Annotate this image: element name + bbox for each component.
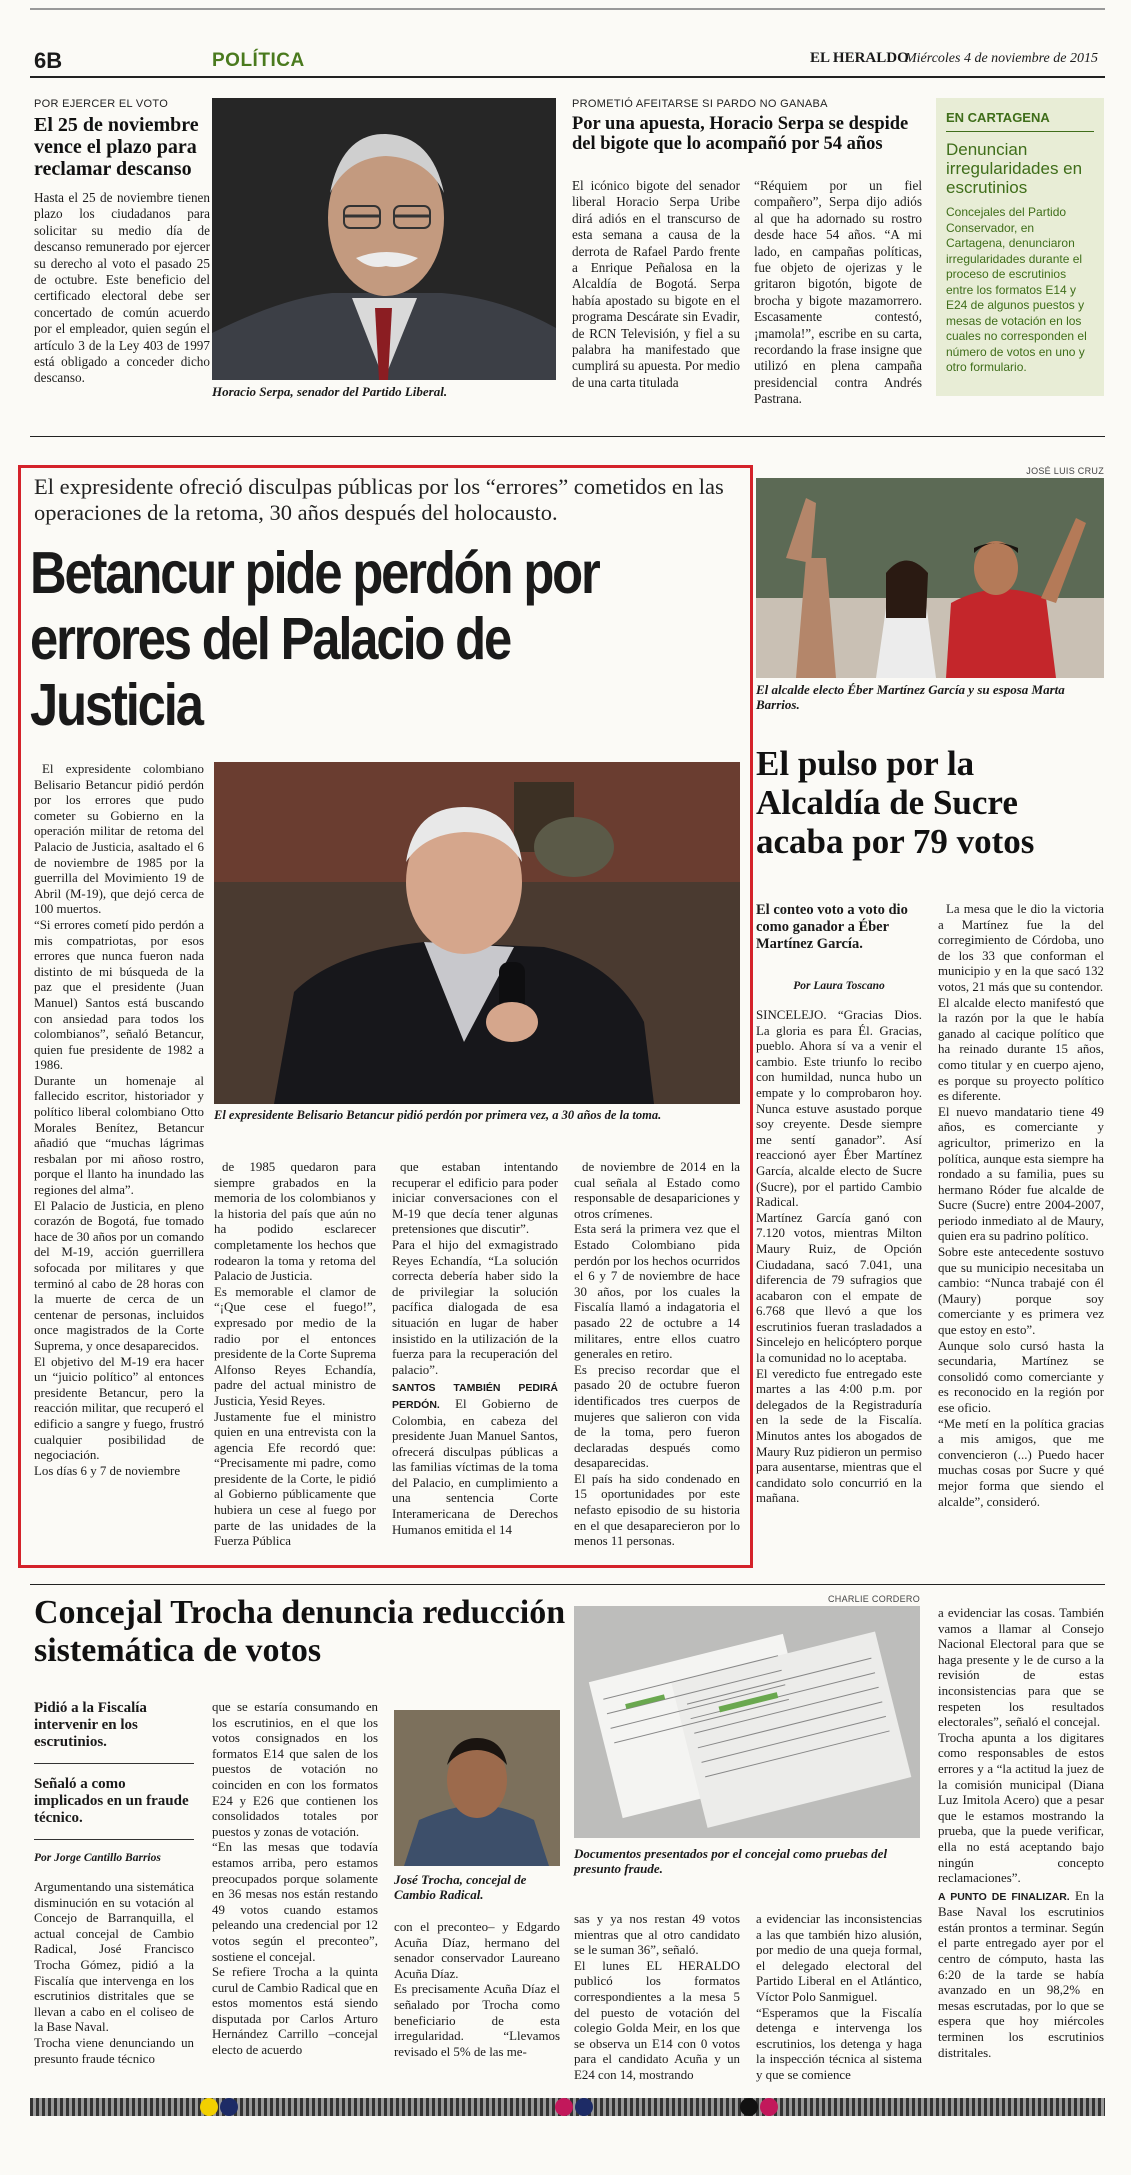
serpa-headline: Por una apuesta, Horacio Serpa se despide del bigote que lo acompañó por 54 años <box>572 114 909 154</box>
trocha-byline: Por Jorge Cantillo Barrios <box>34 1852 161 1864</box>
issue-date: Miércoles 4 de noviembre de 2015 <box>905 51 1098 66</box>
trocha-col-1: Argumentando una sistemática disminución en su votación al Concejo de Barranquilla, el actual concejal de Cambio Radical, José Francisco Trocha Gómez, pidió a la Fiscalía que intervenga en los escrutinios distritales que se llevan a cabo en el coliseo de la Base Naval. Trocha viene denunciando un presunto fraude técnico <box>34 1880 194 2066</box>
lead-subhead: SANTOS TAMBIÉN PEDIRÁ PERDÓN. <box>392 1382 558 1411</box>
trocha-col-4: sas y ya nos restan 49 votos mientras que al otro candidato se le suman 36”, señaló. El lunes EL HERALDO publicó los formatos correspondientes a la mesa 5 del puesto de votación del colegio Golda Meir, en los que se observa un E14 con 0 votos para el candidato Acuña y un E24 con 14, mostrando <box>574 1912 740 2082</box>
color-dot-yellow <box>200 2098 218 2116</box>
trocha-col-3: con el preconteo– y Edgardo Acuña Díaz, hermano del senador conservador Laureano Acuña Díaz. Es precisamente Acuña Díaz el señalado por Trocha como beneficiario de esta irregularidad. “Llevamos revisado el 5% de las me- <box>394 1920 560 2059</box>
lead-col-4: de noviembre de 2014 en la cual señala al Estado como responsable de desapariciones y otros crímenes. Esta será la primera vez que el Estado Colombiano pida perdón por los hechos ocurridos el 6 y 7 de noviembre de hace 30 años, por los cuales la Fiscalía llamó a indagatoria el pasado 22 de octubre a 14 militares, entre ellos cuatro generales en retiro. Es preciso recordar que el pasado 20 de octubre fueron identificados tres cuerpos de mujeres que salieron con vida de la toma, pero fueron declaradas después como desaparecidas. El país ha sido condenado en 15 oportunidades por este nefasto episodio de su historia en el que desaparecieron por lo menos 11 personas. <box>574 1160 740 1549</box>
serpa-story <box>572 98 922 154</box>
sucre-headline: El pulso por la Alcaldía de Sucre acaba por 79 votos <box>756 744 1035 861</box>
top-strip <box>30 8 1105 10</box>
cartagena-sidebar <box>936 98 1104 396</box>
betancur-photo <box>214 762 740 1104</box>
sidebar-body: Concejales del Partido Conservador, en Cartagena, denunciaron irregularidades durante el proceso de escrutinios entre los formatos E14 y E24 de algunos puestos y mesas de votación en los cuales no corresponden el número de votos en uno y otro formulario. <box>946 205 1087 374</box>
betancur-caption: El expresidente Belisario Betancur pidió perdón por primera vez, a 30 años de la toma. <box>214 1108 662 1122</box>
page-number: 6B <box>34 48 63 73</box>
serpa-photo <box>212 98 556 380</box>
sucre-col-1: SINCELEJO. “Gracias Dios. La gloria es para Él. Gracias, pueblo. Ahora sí va a venir el cambio. Este triunfo lo recibo con humildad, nunca hubo un empate y lo comprobaron hoy. Nunca estuve asustado porque soy creyente. Desde siempre me sentí ganador”. Así reaccionó ayer Éber Martínez García, alcalde electo de Sucre (Sucre), por el partido Cambio Radical. Martínez García ganó con 7.120 votos, mientras Milton Maury Ruiz, de Opción Ciudadana, sacó 7.041, una diferencia de 79 sufragios que acabaron con el empate de 6.768 que llevó a que los escrutinios fueran trasladados a Sincelejo en helicóptero porque la comunidad no lo aceptaba. El veredicto fue entregado este martes a las 4:00 p.m. por delegados de la Registraduría en la sede de la Fiscalía. Minutos antes los abogados de Maury Ruz pidieron un permiso para ausentarse, mientras que el candidato solo concurrió en la mañana. <box>756 1008 922 1506</box>
documents-caption: Documentos presentados por el concejal como pruebas del presunto fraude. <box>574 1846 888 1876</box>
sucre-photo <box>756 478 1104 678</box>
trocha-photo <box>394 1710 560 1866</box>
sucre-subhead: El conteo voto a voto dio como ganador a Éber Martínez García. <box>756 902 908 952</box>
paper-name: EL HERALDO <box>810 50 909 66</box>
lead-headline: Betancur pide perdón por errores del Palacio de Justicia <box>30 540 599 738</box>
trocha-deck-1: Pidió a la Fiscalía intervenir en los escrutinios. <box>34 1700 147 1750</box>
lead-col-left-text: El expresidente colombiano Belisario Betancur pidió perdón por los errores que pudo cometer su Gobierno en la operación militar de retoma del Palacio de Justicia, asaltado el 6 de noviembre de 1985 por la guerrilla del Movimiento 19 de Abril (M-19), que dejó cerca de 100 muertos. “Si errores cometí pido perdón a mis compatriotas, por esos errores que nunca fueron nada distinto de mi búsqueda de la paz que el presidente (Juan Manuel) Santos está buscando con ansiedad para todos los colombianos”, señaló Betancur, quien fue presidente de 1982 a 1986. Durante un homenaje al fallecido escritor, historiador y político liberal colombiano Otto Morales Benítez, Betancur añadió que “muchas lágrimas resbalan por mi añoso rostro, porque el llanto ha inundado las regiones del alma”. El Palacio de Justicia, en pleno corazón de Bogotá, fue tomado hace de 30 años por un comando del M-19, acción guerrillera sofocada por militares y que terminó al cabo de 28 horas con la muerte de cerca de un centenar de personas, incluidos once magistrados de la Corte Suprema, y once desaparecidos. El objetivo del M-19 era hacer un “juicio político” al entonces presidente Betancur, pero la reacción militar, que recuperó el edificio a sangre y fuego, frustró cualquier posibilidad de negociación. Los días 6 y 7 de noviembre <box>34 762 204 1478</box>
section-rule <box>30 436 1105 437</box>
color-dot-blue-2 <box>575 2098 593 2116</box>
color-dot-blue <box>220 2098 238 2116</box>
sidebar-label: EN CARTAGENA <box>946 110 1050 125</box>
lead-col-left <box>34 762 204 1479</box>
trocha-col-6-after: En la Base Naval los escrutinios están prontos a terminar. Según el parte entregado ayer por el centro de cómputo, hasta las 6:20 de la tarde se había avanzado en un 98,2% en mesas escrutadas, por lo que se espera que hoy miércoles terminen los escrutinios distritales. <box>938 1888 1104 2060</box>
sucre-col-2: La mesa que le dio la victoria a Martínez fue la del corregimiento de Córdoba, uno de los 33 que conforman el municipio y en la que sacó 132 votos, 21 más que su contendor. El alcalde electo manifestó que la razón por la que le había ganado al cacique político que ha reinado durante 15 años, como titular y en cuerpo ajeno, es porque su proyecto político es diferente. El nuevo mandatario tiene 49 años, es comerciante y agricultor, primerizo en la política, aunque esta siempre ha rondado a su familia, pues su hermano Róder fue alcalde de Sucre (Sucre) entre 2004-2007, periodo inmediato al de Maury, quien era su padrino político. Sobre este antecedente sostuvo que su municipio necesitaba un cambio: “Nunca trabajé con él (Maury) porque soy comerciante y es primera vez que estoy en esto”. Aunque solo cursó hasta la secundaria, Martínez se consolidó como comerciante y es reconocido en la región por ese oficio. “Me metí en la política gracias a mis amigos, que me convencieron (...) Puedo hacer muchas cosas por Sucre y qué mejor forma que siendo el alcalde”, consideró. <box>938 902 1104 1509</box>
vote-body: Hasta el 25 de noviembre tienen plazo los ciudadanos para solicitar su medio día de descanso remunerado por ejercer su derecho al voto el pasado 25 de octubre. Este beneficio del certificado electoral debe ser concertado de común acuerdo por el empleador, quien según el artículo 3 de la Ley 403 de 1997 está obligado a conceder dicho descanso. <box>34 190 210 386</box>
sidebar-headline: Denuncian irregularidades en escrutinios <box>946 140 1083 197</box>
masthead-rule <box>30 76 1105 78</box>
lead-col-3: que estaban intentando recuperar el edificio para poder iniciar conversaciones con el M-19 que decía tener algunas pretensiones que discutir”. Para el hijo del exmagistrado Reyes Echandía, “La solución correcta debería haber sido la de privilegiar la solución pacífica dialogada de esa situación en lugar de haber insistido en la utilización de la fuerza para la recuperación del palacio”. <box>392 1160 558 1377</box>
sucre-photo-credit: JOSÉ LUIS CRUZ <box>1026 466 1104 476</box>
lower-rule <box>30 1584 1105 1585</box>
vote-story <box>34 98 210 387</box>
serpa-col-1: El icónico bigote del senador liberal Horacio Serpa Uribe dirá adiós en el transcurso de esta semana a causa de la derrota de Rafael Pardo frente a Enrique Peñalosa en la Alcaldía de Bogotá. Serpa había apostado su bigote en el programa Descárate sin Evadir, de RCN Televisión, y fiel a su palabra ha manifestado que cumplirá su apuesta. Por medio de una carta titulada <box>572 178 740 390</box>
color-dot-black <box>740 2098 758 2116</box>
color-dot-magenta <box>555 2098 573 2116</box>
trocha-photo-credit: CHARLIE CORDERO <box>827 1594 920 1604</box>
trocha-col-2: que se estaría consumando en los escrutinios, en el que los votos consignados en los formatos E14 que salen de los puestos de votación no coinciden en con los formatos E24 y E26 que contienen los consolidados totales por puestos y zonas de votación. “En las mesas que todavía estamos arriba, pero estamos preocupados porque solamente en 36 mesas nos están restando 49 votos cuando estamos peleando una credencial por 12 votos según el preconteo”, sostiene el concejal. Se refiere Trocha a la quinta curul de Cambio Radical que en estos momentos está siendo disputada por Carlos Arturo Hernández Carrillo –concejal electo de acuerdo <box>212 1700 378 2058</box>
color-dot-magenta-2 <box>760 2098 778 2116</box>
trocha-subhead: A PUNTO DE FINALIZAR. <box>938 1890 1070 1903</box>
documents-photo <box>574 1606 920 1838</box>
lead-deck: El expresidente ofreció disculpas públicas por los “errores” cometidos en las operaciones de la retoma, 30 años después del holocausto. <box>34 474 724 525</box>
vote-headline: El 25 de noviembre vence el plazo para reclamar descanso <box>34 114 199 180</box>
serpa-col-2: “Réquiem por un fiel compañero”, Serpa dijo adiós al que ha adornado su rostro desde hace 54 años. “A mi lado, en campañas políticas, fue objeto de ojerizas y le gritaron bigotón, bigote de brocha y bigote mazamorrero. Escasamente contestó, ¡mamola!”, escribe en su carta, recordando la frase insigne que utilizó en plena campaña presidencial contra Andrés Pastrana. <box>754 178 922 407</box>
lead-col-2: de 1985 quedaron para siempre grabados en la memoria de los colombianos y la historia del país que aún no ha podido esclarecer completamente los hechos que rodearon la toma y retoma del Palacio de Justicia. Es memorable el clamor de “¡Que cese el fuego!”, expresado por medio de la radio por el entonces presidente de la Corte Suprema Alfonso Reyes Echandía, padre del actual ministro de Justicia, Yesid Reyes. Justamente fue el ministro quien en una entrevista con la agencia Efe recordó que: “Precisamente mi padre, como presidente de la Corte, le pidió al Gobierno públicamente que hubiera un cese al fuego por parte de las unidades de la Fuerza Pública <box>214 1160 376 1549</box>
lead-col-3-after: El Gobierno de Colombia, en cabeza del presidente Juan Manuel Santos, ofrecerá disculpas públicas a las familias víctimas de la toma del Palacio, en cumplimiento a una sentencia Corte Interamericana de Derechos Humanos emitida el 14 <box>392 1396 558 1537</box>
trocha-deck-2: Señaló a como implicados en un fraude técnico. <box>34 1776 189 1826</box>
section-label: POLÍTICA <box>212 50 305 71</box>
trocha-col-5: a evidenciar las inconsistencias a las que también hizo alusión, por medio de una queja formal, el delegado electoral del Partido Liberal en el Atlántico, Víctor Polo Sanmiguel. “Esperamos que la Fiscalía detenga e intervenga los escrutinios, los detenga y haga la inspección técnica al sistema y que se comience <box>756 1912 922 2082</box>
vote-kicker: POR EJERCER EL VOTO <box>34 98 169 110</box>
trocha-col-6: a evidenciar las cosas. También vamos a llamar al Consejo Nacional Electoral para que se haga presente y le de curso a la revisión de estas inconsistencias para que se respeten los resultados electorales”, señaló el concejal. Trocha apunta a los digitares como responsables de estos errores y a “la actitud la juez de la comisión municipal (Diana Luz Imitola Acero) que a pesar que le estamos mostrando la prueba, que la puede verificar, ella no está aceptando bajo ningún concepto reclamaciones”. <box>938 1606 1104 1886</box>
trocha-photo-caption: José Trocha, concejal de Cambio Radical. <box>394 1872 527 1902</box>
sucre-caption: El alcalde electo Éber Martínez García y su esposa Marta Barrios. <box>756 682 1065 712</box>
sucre-byline: Por Laura Toscano <box>793 980 885 992</box>
trocha-headline: Concejal Trocha denuncia reducción sistemática de votos <box>34 1594 566 1669</box>
serpa-kicker: PROMETIÓ AFEITARSE SI PARDO NO GANABA <box>572 98 828 110</box>
trocha-decks <box>34 1700 194 1864</box>
serpa-caption: Horacio Serpa, senador del Partido Liberal. <box>212 384 448 399</box>
